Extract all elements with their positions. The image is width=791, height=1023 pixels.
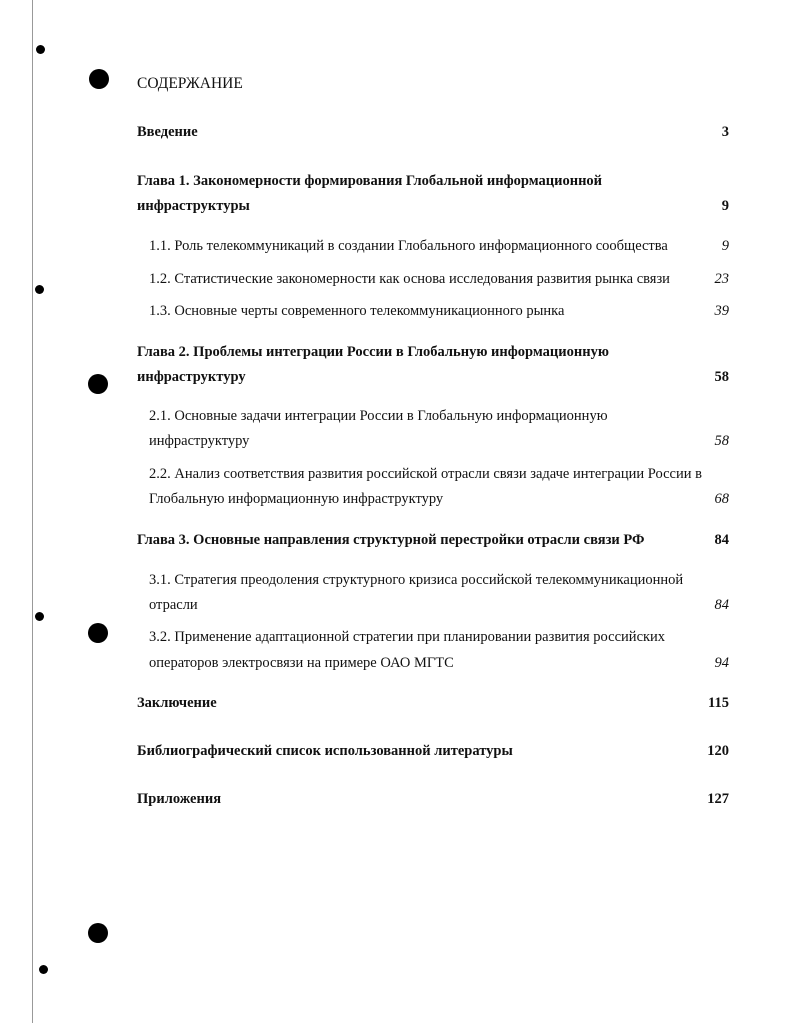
page-number: 39: [714, 303, 729, 319]
toc-entry-chapter-3: Глава 3. Основные направления структурной перестройки отрасли связи РФ: [137, 532, 645, 548]
toc-entry-section-2-2-cont: Глобальную информационную инфраструктуру: [149, 491, 444, 507]
page-title: СОДЕРЖАНИЕ: [137, 75, 243, 92]
scan-blob: [39, 965, 48, 974]
toc-entry-section-3-2-cont: операторов электросвязи на примере ОАО МГТС: [149, 655, 454, 671]
toc-entry-bibliography: Библиографический список использованной литературы: [137, 743, 513, 759]
scan-blob: [35, 612, 44, 621]
scan-edge-line: [32, 0, 33, 1023]
toc-entry-chapter-2: Глава 2. Проблемы интеграции России в Глобальную информационную: [137, 344, 609, 360]
scan-blob: [35, 285, 44, 294]
toc-entry-appendices: Приложения: [137, 791, 222, 807]
toc-entry-section-3-1-cont: отрасли: [149, 597, 198, 613]
page-number: 120: [707, 743, 729, 759]
page-number: 115: [708, 695, 729, 711]
page-number: 9: [721, 198, 729, 214]
page-number: 127: [707, 791, 729, 807]
punch-hole: [88, 623, 108, 643]
toc-entry-chapter-1-cont: инфраструктуры: [137, 198, 250, 214]
page-number: 68: [714, 491, 729, 507]
toc-entry-section-1-1: 1.1. Роль телекоммуникаций в создании Глобального информационного сообщества: [149, 238, 668, 254]
punch-hole: [89, 69, 109, 89]
page-number: 3: [721, 124, 729, 140]
page-number: 9: [721, 238, 729, 254]
toc-entry-section-3-1: 3.1. Стратегия преодоления структурного кризиса российской телекоммуникационной: [149, 572, 684, 588]
toc-entry-chapter-2-cont: инфраструктуру: [137, 369, 246, 385]
toc-entry-section-2-1-cont: инфраструктуру: [149, 433, 250, 449]
toc-entry-chapter-1: Глава 1. Закономерности формирования Глобальной информационной: [137, 173, 603, 189]
toc-entry-section-2-1: 2.1. Основные задачи интеграции России в Глобальную информационную: [149, 408, 608, 424]
page-number: 84: [714, 597, 729, 613]
punch-hole: [88, 374, 108, 394]
punch-hole: [88, 923, 108, 943]
toc-entry-section-2-2: 2.2. Анализ соответствия развития российской отрасли связи задаче интеграции России в: [149, 466, 702, 482]
toc-entry-section-3-2: 3.2. Применение адаптационной стратегии при планировании развития российских: [149, 629, 666, 645]
page-number: 58: [714, 369, 729, 385]
toc-entry-section-1-3: 1.3. Основные черты современного телекоммуникационного рынка: [149, 303, 565, 319]
page-number: 84: [714, 532, 729, 548]
toc-entry-section-1-2: 1.2. Статистические закономерности как основа исследования развития рынка связи: [149, 271, 670, 287]
page-number: 23: [714, 271, 729, 287]
page-number: 94: [714, 655, 729, 671]
page-number: 58: [714, 433, 729, 449]
toc-entry-introduction: Введение: [137, 124, 198, 140]
toc-entry-conclusion: Заключение: [137, 695, 217, 711]
scan-blob: [36, 45, 45, 54]
